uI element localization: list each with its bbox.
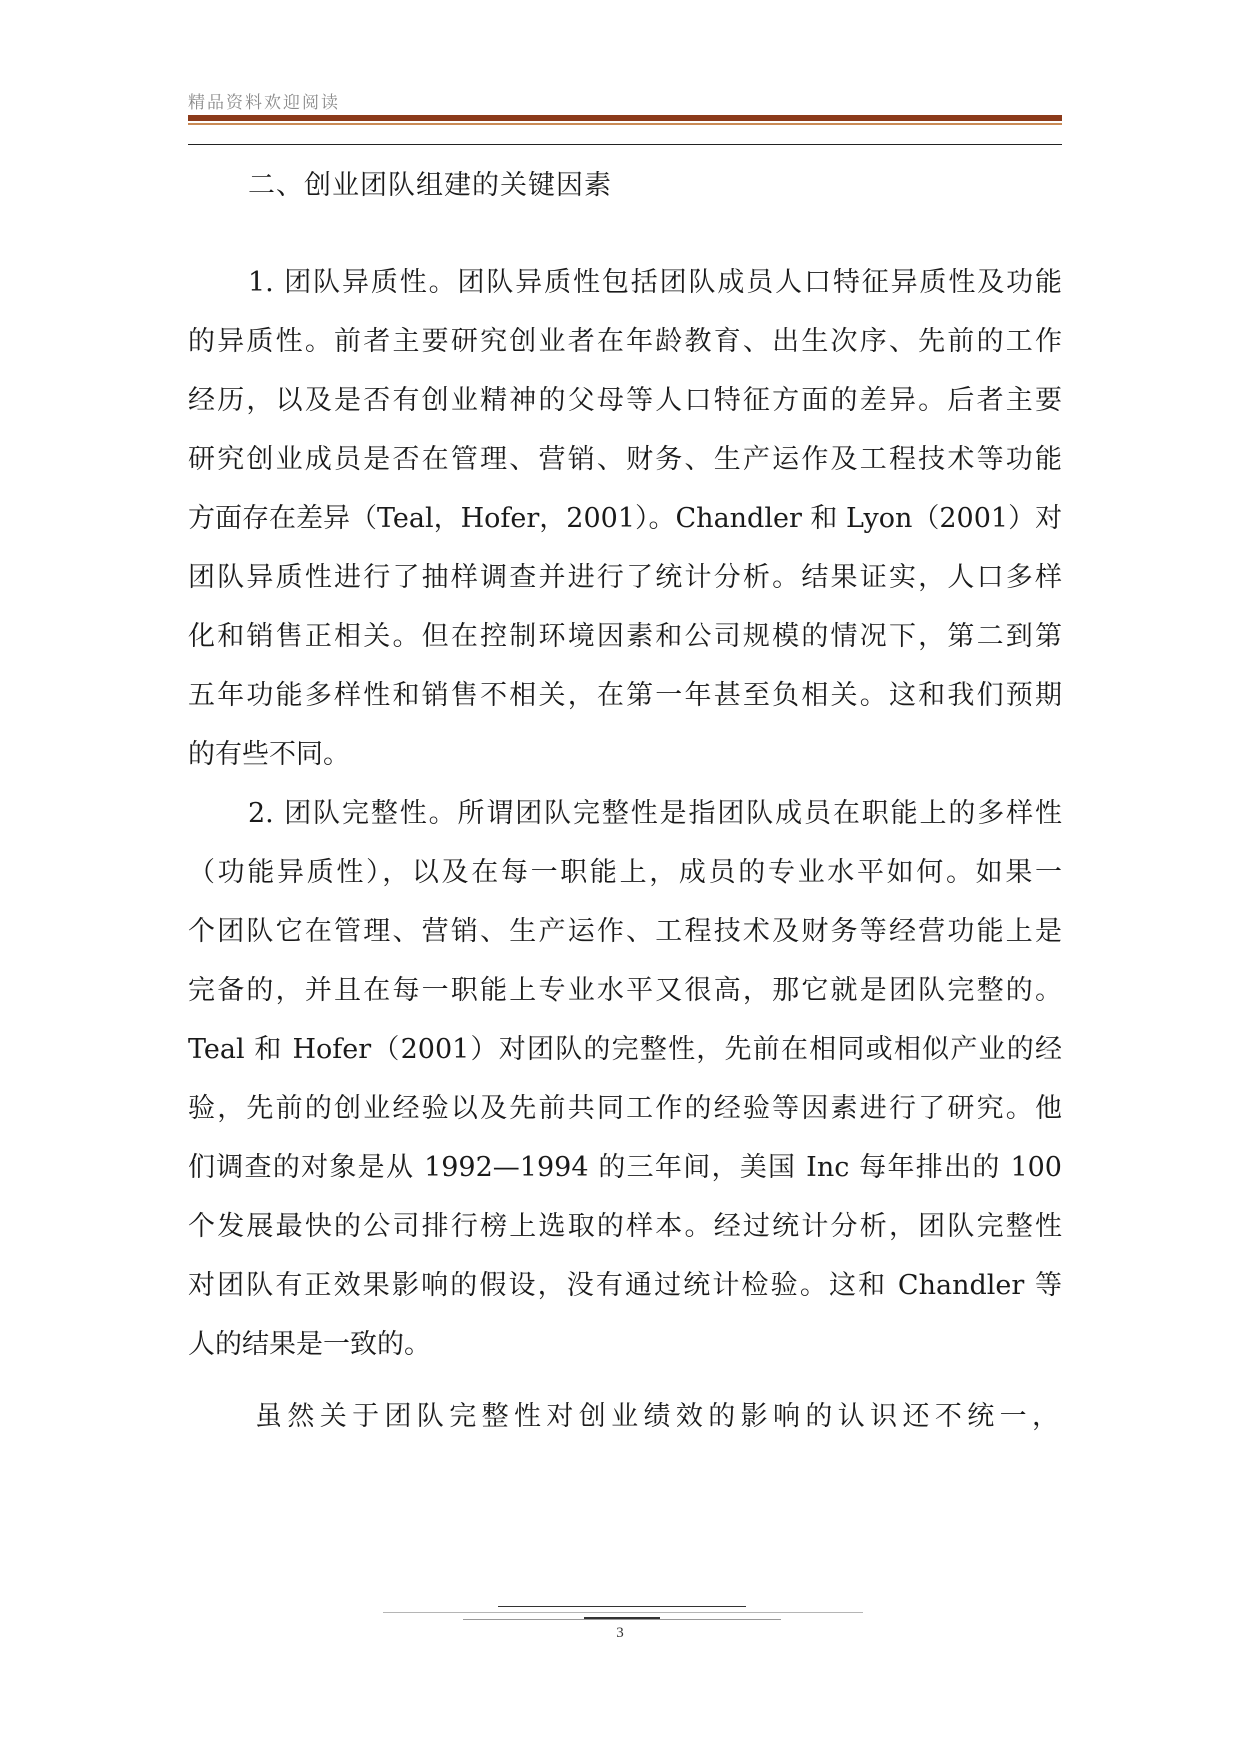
body-line: 五年功能多样性和销售不相关，在第一年甚至负相关。这和我们预期 [188,680,1062,711]
body-line: 研究创业成员是否在管理、营销、财务、生产运作及工程技术等功能 [188,444,1062,475]
body-line: 个发展最快的公司排行榜上选取的样本。经过统计分析，团队完整性 [188,1211,1062,1242]
header-rule-thick [188,115,1062,121]
page-header-label: 精品资料欢迎阅读 [188,93,340,113]
footer-rule [463,1619,781,1620]
body-line: 虽然关于团队完整性对创业绩效的影响的认识还不统一， [255,1401,1062,1432]
header-rule-accent [188,123,1062,125]
section-heading: 二、创业团队组建的关键因素 [248,170,612,201]
body-line: 2. 团队完整性。所谓团队完整性是指团队成员在职能上的多样性 [248,798,1062,829]
body-line: 经历，以及是否有创业精神的父母等人口特征方面的差异。后者主要 [188,385,1062,416]
body-line: （功能异质性），以及在每一职能上，成员的专业水平如何。如果一 [188,857,1062,888]
body-line: 的有些不同。 [188,739,350,770]
body-line: 们调查的对象是从 1992—1994 的三年间，美国 Inc 每年排出的 100 [188,1152,1062,1183]
body-line: 团队异质性进行了抽样调查并进行了统计分析。结果证实，人口多样 [188,562,1062,593]
footer-rule [383,1612,863,1613]
footer-rule-mark [584,1617,660,1619]
body-line: 的异质性。前者主要研究创业者在年龄教育、出生次序、先前的工作 [188,326,1062,357]
body-line: 人的结果是一致的。 [188,1329,431,1360]
body-line: 化和销售正相关。但在控制环境因素和公司规模的情况下，第二到第 [188,621,1062,652]
body-line: 1. 团队异质性。团队异质性包括团队成员人口特征异质性及功能 [248,267,1062,298]
body-line: 对团队有正效果影响的假设，没有通过统计检验。这和 Chandler 等 [188,1270,1062,1301]
body-line: 方面存在差异（Teal，Hofer，2001）。Chandler 和 Lyon（2001）对 [188,503,1063,534]
body-line: 完备的，并且在每一职能上专业水平又很高，那它就是团队完整的。 [188,975,1062,1006]
page-number: 3 [616,1625,624,1641]
body-line: Teal 和 Hofer（2001）对团队的完整性，先前在相同或相似产业的经 [188,1034,1062,1065]
body-line: 个团队它在管理、营销、生产运作、工程技术及财务等经营功能上是 [188,916,1062,947]
body-line: 验，先前的创业经验以及先前共同工作的经验等因素进行了研究。他 [188,1093,1062,1124]
header-rule-thin [188,144,1062,145]
footer-rule [498,1606,746,1607]
